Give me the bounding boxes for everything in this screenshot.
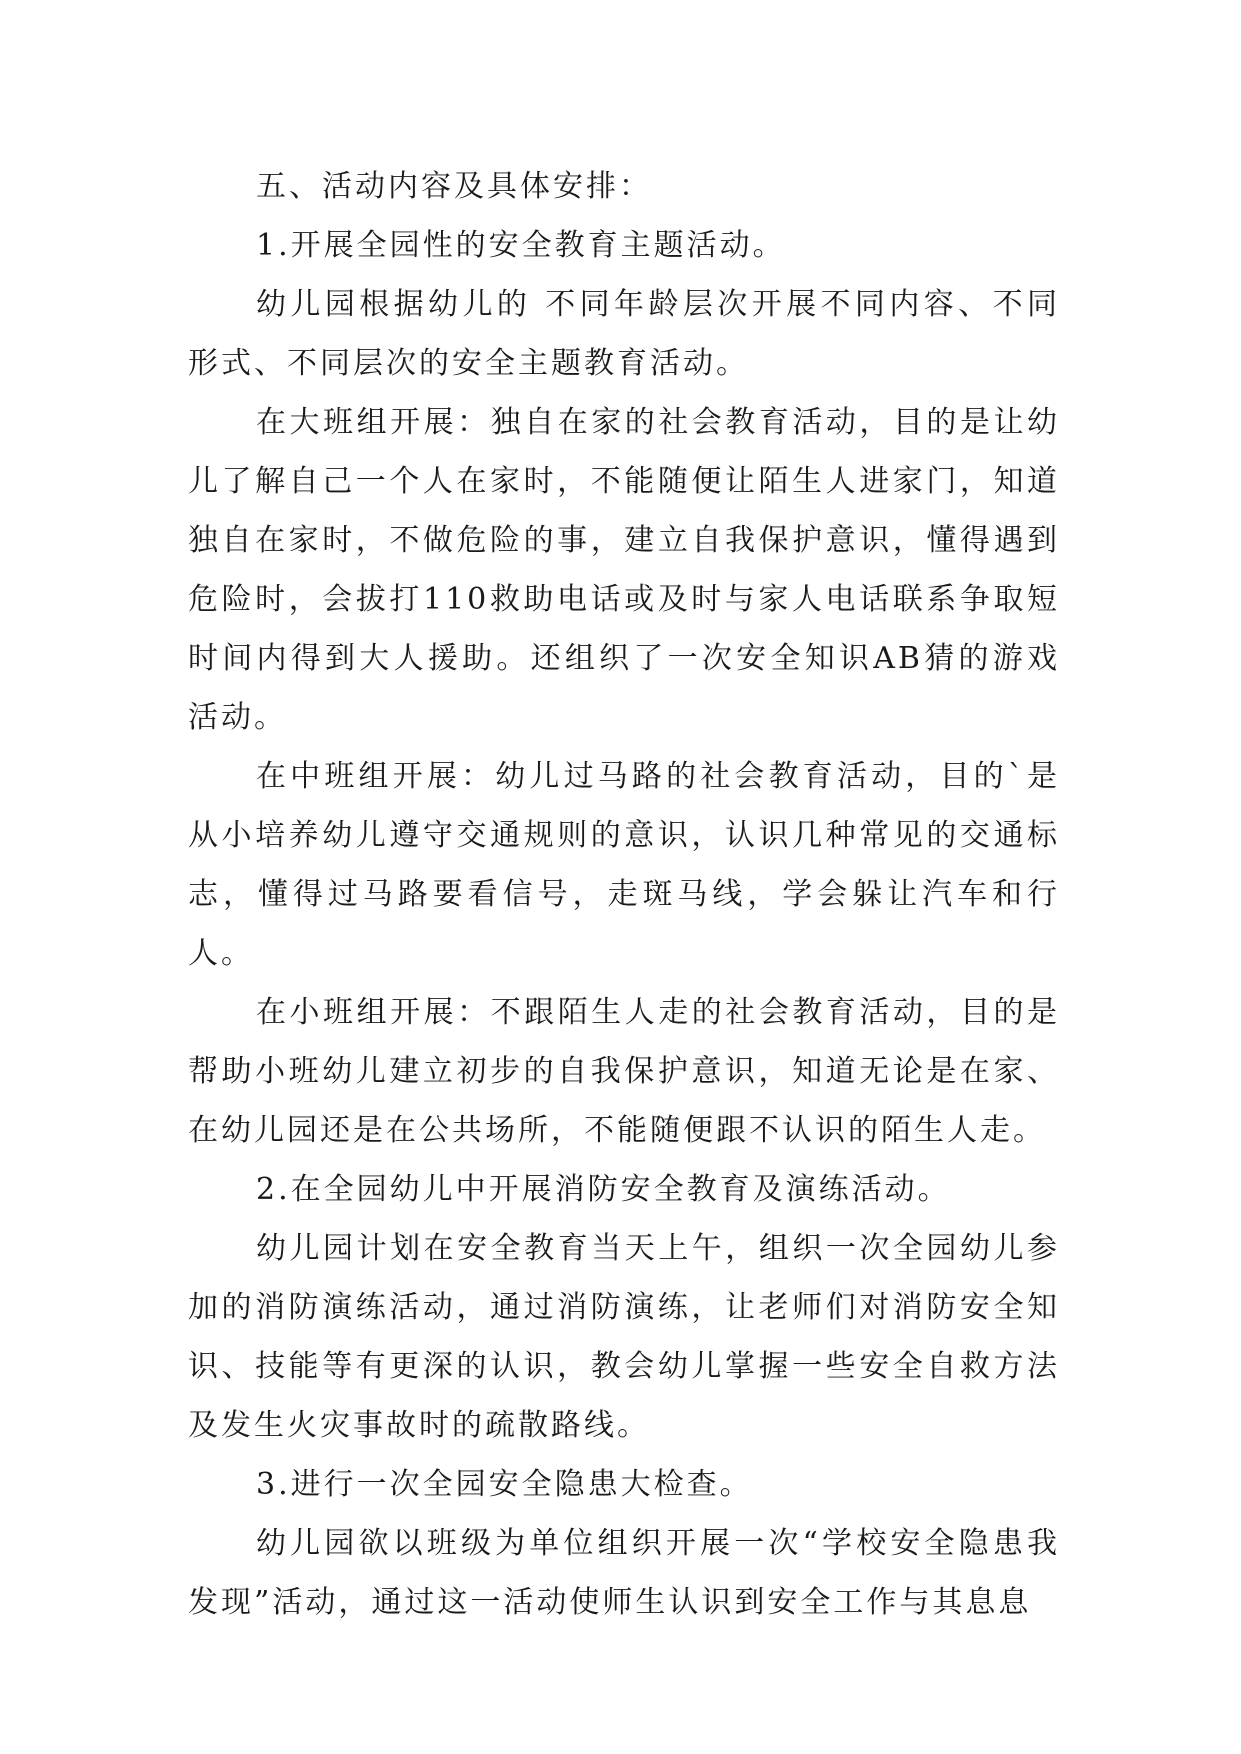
paragraph-senior-class: 在大班组开展：独自在家的社会教育活动，目的是让幼儿了解自己一个人在家时，不能随便让陌生人进家门，知道独自在家时，不做危险的事，建立自我保护意识，懂得遇到危险时，会拔打110救助电话或及时与家人电话联系争取短时间内得到大人援助。还组织了一次安全知识AB猜的游戏活动。 <box>188 405 1060 735</box>
item-2-heading: 2.在全园幼儿中开展消防安全教育及演练活动。 <box>256 1172 951 1207</box>
item-3-heading: 3.进行一次全园安全隐患大检查。 <box>256 1467 753 1502</box>
paragraph-middle-class: 在中班组开展：幼儿过马路的社会教育活动，目的`是从小培养幼儿遵守交通规则的意识，认识几种常见的交通标志，懂得过马路要看信号，走斑马线，学会躲让汽车和行人。 <box>188 759 1060 971</box>
item-1-heading: 1.开展全园性的安全教育主题活动。 <box>256 228 786 263</box>
section-heading-activities: 五、活动内容及具体安排： <box>256 169 652 204</box>
paragraph-hazard-check: 幼儿园欲以班级为单位组织开展一次“学校安全隐患我发现”活动，通过这一活动使师生认识到安全工作与其息息 <box>188 1526 1060 1620</box>
paragraph-age-levels: 幼儿园根据幼儿的 不同年龄层次开展不同内容、不同形式、不同层次的安全主题教育活动。 <box>188 287 1060 381</box>
document-body <box>188 157 1060 1632</box>
paragraph-junior-class: 在小班组开展：不跟陌生人走的社会教育活动，目的是帮助小班幼儿建立初步的自我保护意识，知道无论是在家、在幼儿园还是在公共场所，不能随便跟不认识的陌生人走。 <box>188 995 1060 1148</box>
paragraph-fire-drill: 幼儿园计划在安全教育当天上午，组织一次全园幼儿参加的消防演练活动，通过消防演练，让老师们对消防安全知识、技能等有更深的认识，教会幼儿掌握一些安全自救方法及发生火灾事故时的疏散路线。 <box>188 1231 1060 1443</box>
